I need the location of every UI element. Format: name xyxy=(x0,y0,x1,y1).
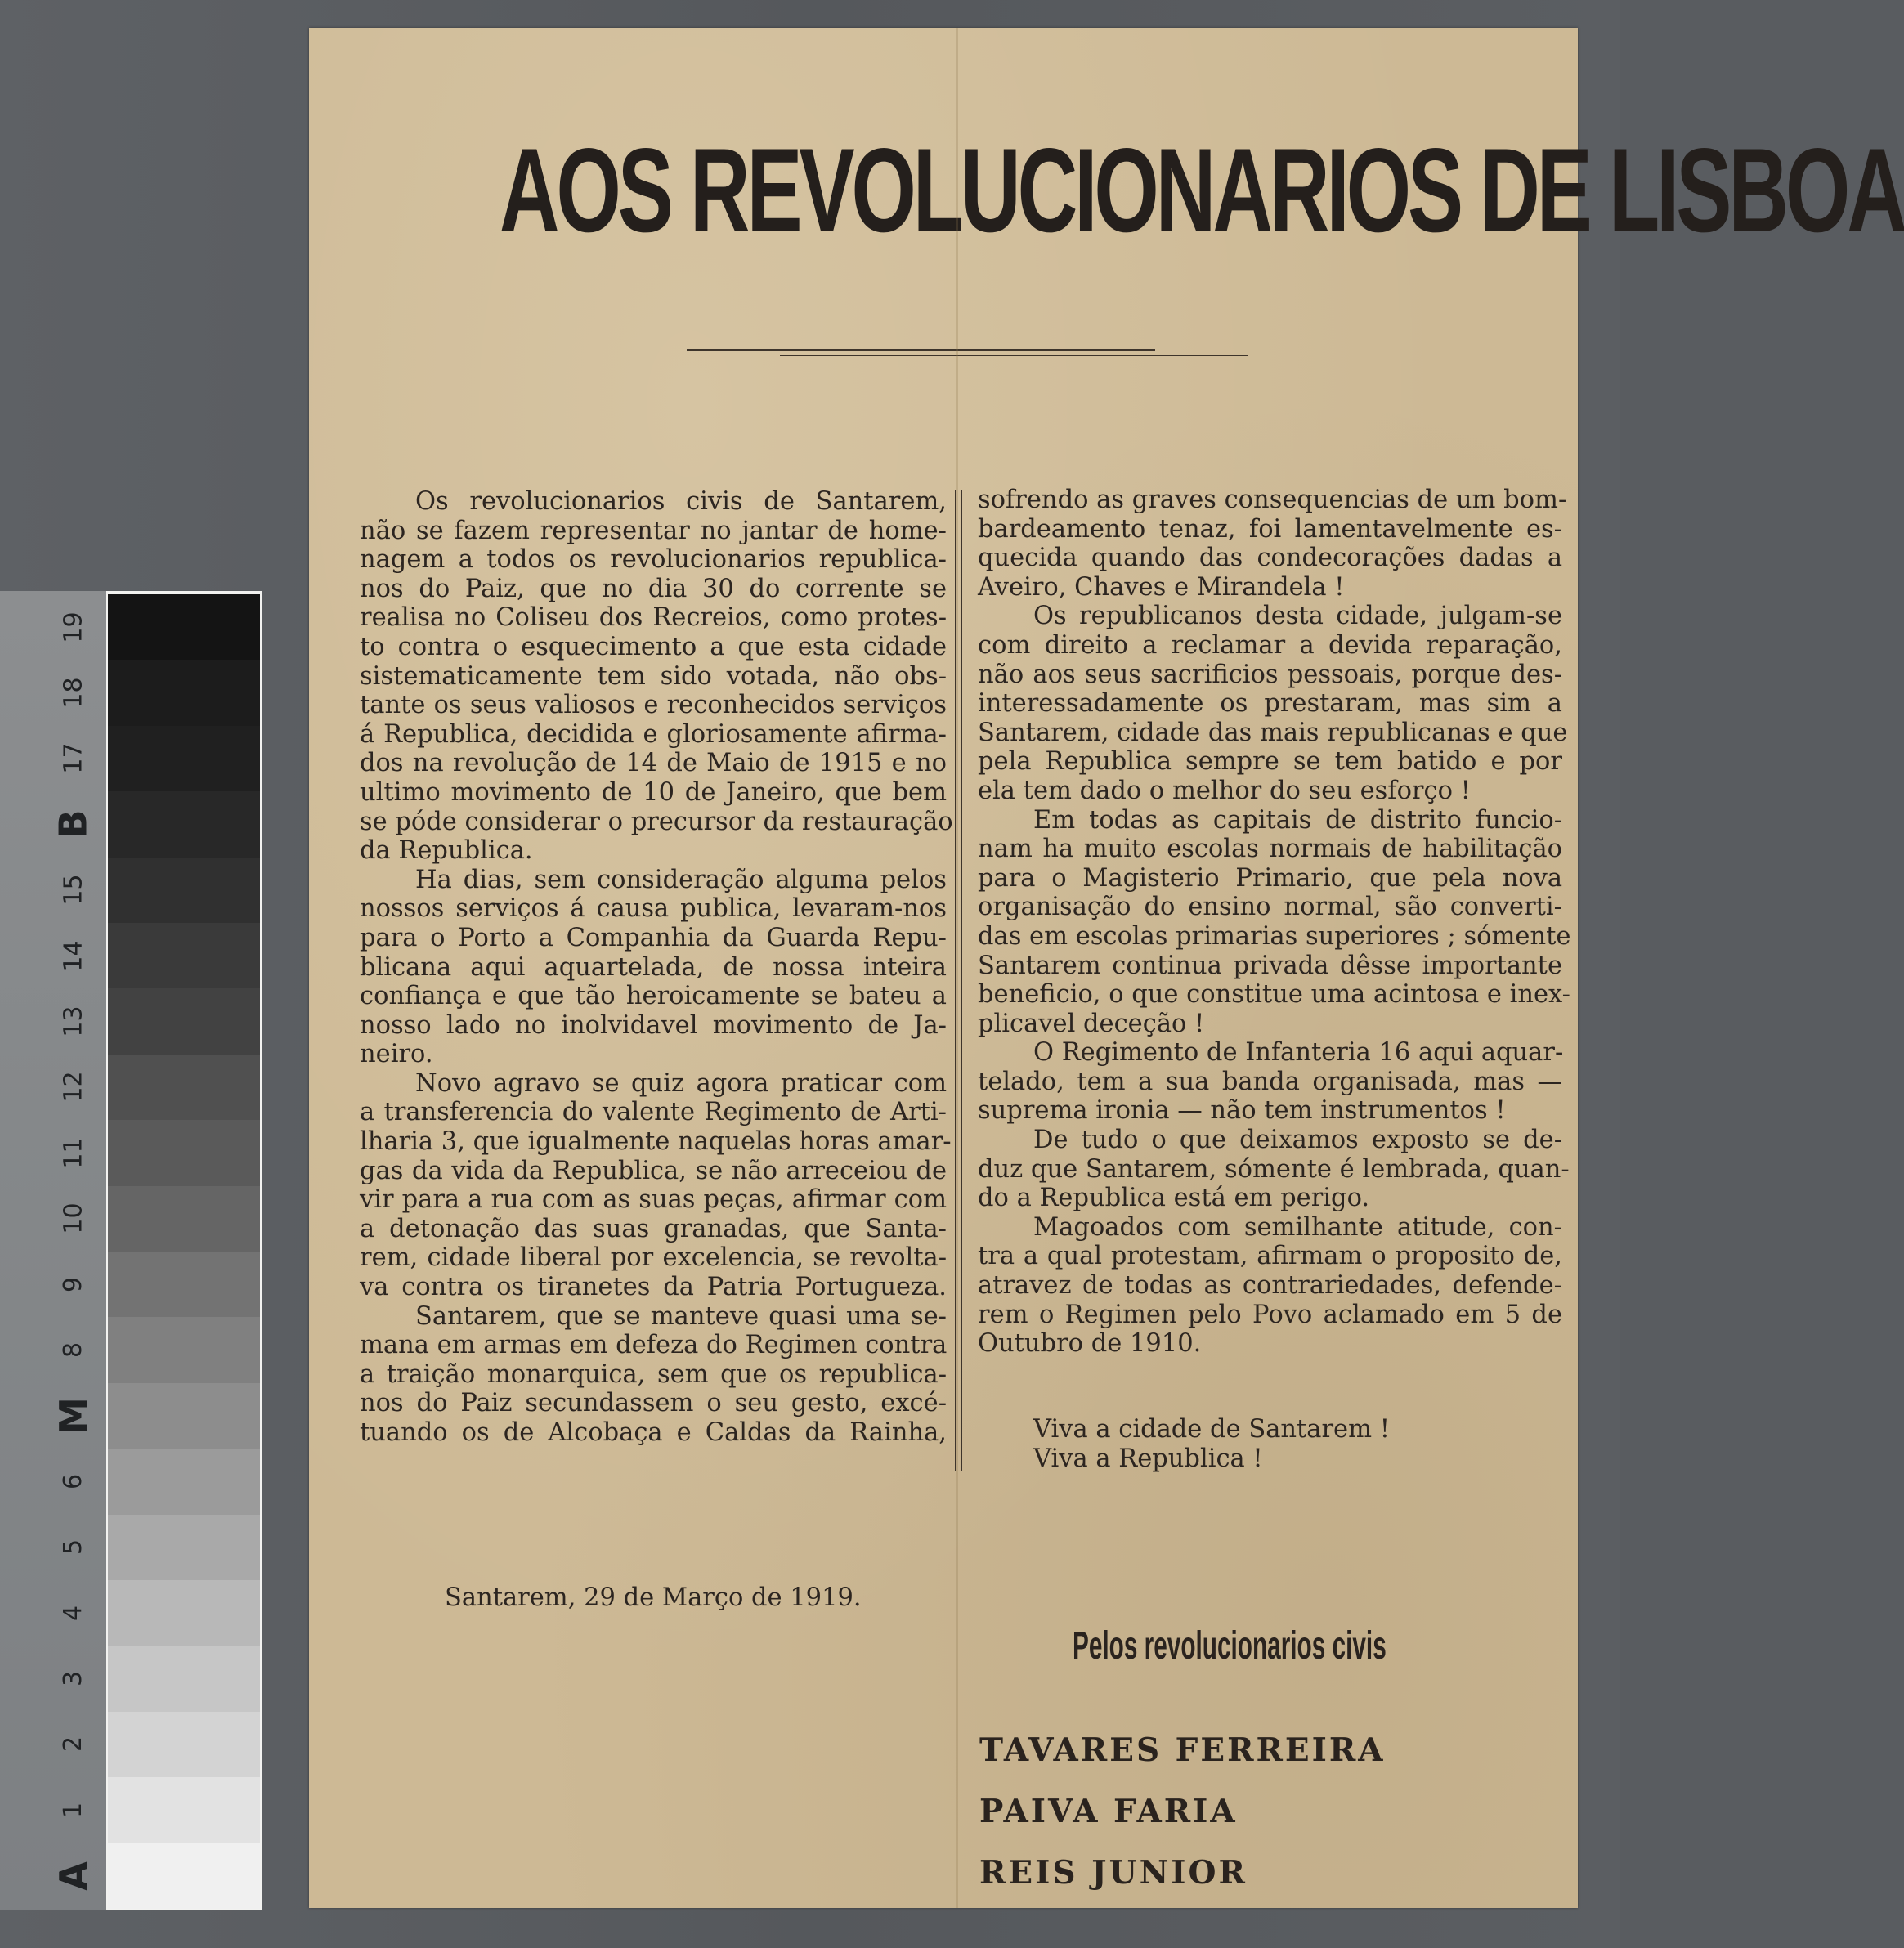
gray-patch xyxy=(108,1712,260,1777)
text-line: Novo agravo se quiz agora praticar com xyxy=(415,1068,947,1098)
checker-label: 3 xyxy=(59,1671,88,1687)
checker-label: 1 xyxy=(59,1802,88,1818)
right-text-column xyxy=(978,486,1571,1359)
checker-label: 8 xyxy=(59,1342,88,1359)
checker-label: 19 xyxy=(59,611,88,643)
text-line: organisação do ensino normal, são converti- xyxy=(978,893,1562,922)
text-line: bardeamento tenaz, foi lamentavelmente es- xyxy=(978,514,1562,544)
text-line: a traição monarquica, sem que os republica- xyxy=(360,1359,947,1389)
text-line: sistematicamente tem sido votada, não obs- xyxy=(360,661,947,691)
checker-label: 6 xyxy=(59,1473,88,1489)
text-line: gas da vida da Republica, se não arreceiou de xyxy=(360,1156,947,1185)
gray-patch xyxy=(108,858,260,923)
checker-label: 9 xyxy=(59,1276,88,1292)
closing-cheers xyxy=(1033,1415,1390,1473)
text-line: telado, tem a sua banda organisada, mas — xyxy=(978,1067,1562,1096)
text-line: á Republica, decidida e gloriosamente afirma- xyxy=(360,719,947,749)
checker-label: 12 xyxy=(59,1071,88,1104)
left-text-column xyxy=(360,487,953,1448)
text-line: Santarem, que se manteve quasi uma se- xyxy=(415,1301,947,1331)
text-line: nos do Paiz secundassem o seu gesto, excé- xyxy=(360,1389,947,1418)
checker-label: 18 xyxy=(59,677,88,709)
text-line: Santarem continua privada dêsse importante xyxy=(978,951,1562,980)
gray-patch xyxy=(108,1449,260,1514)
gray-patch xyxy=(108,1515,260,1580)
place-and-date: Santarem, 29 de Março de 1919. xyxy=(445,1583,862,1612)
text-line: não aos seus sacrificios pessoais, porque des- xyxy=(978,660,1562,689)
checker-label: 4 xyxy=(59,1605,88,1621)
text-line: rem o Regimen pelo Povo aclamado em 5 de xyxy=(978,1300,1562,1329)
text-line: interessadamente os prestaram, mas sim a xyxy=(978,689,1562,719)
gray-patch xyxy=(108,1317,260,1382)
signatory-name: PAIVA FARIA xyxy=(979,1793,1238,1830)
gray-patch xyxy=(108,1252,260,1317)
gray-patch xyxy=(108,988,260,1054)
checker-label: 5 xyxy=(59,1539,88,1556)
text-line: tuando os de Alcobaça e Caldas da Rainha, xyxy=(360,1418,947,1447)
text-line: beneficio, o que constitue uma acintosa e inex- xyxy=(978,980,1570,1010)
signatory-name: REIS JUNIOR xyxy=(979,1854,1248,1892)
gray-patch xyxy=(108,1055,260,1120)
signatory-name: TAVARES FERREIRA xyxy=(979,1731,1386,1769)
text-line: neiro. xyxy=(360,1040,433,1069)
title-rule xyxy=(780,355,1248,356)
text-line: realisa no Coliseu dos Recreios, como protes- xyxy=(360,603,947,633)
text-line: Outubro de 1910. xyxy=(978,1329,1202,1359)
checker-label: 15 xyxy=(59,874,88,906)
text-line: confiança e que tão heroicamente se bateu a xyxy=(360,982,947,1011)
text-line: blicana aqui aquartelada, de nossa inteira xyxy=(360,952,947,982)
text-line: nos do Paiz, que no dia 30 do corrente se xyxy=(360,574,947,603)
text-line: tra a qual protestam, afirmam o proposito de, xyxy=(978,1242,1562,1271)
signed-by-label: Pelos revolucionarios civis xyxy=(1073,1624,1387,1668)
gray-patch xyxy=(108,726,260,791)
checker-label: 2 xyxy=(59,1736,88,1753)
text-line: to contra o esquecimento a que esta cidade xyxy=(360,632,947,661)
text-line: Os republicanos desta cidade, julgam-se xyxy=(1033,602,1562,631)
checker-label: 14 xyxy=(59,940,88,972)
text-line: lharia 3, que igualmente naquelas horas amar- xyxy=(360,1127,952,1157)
text-line: a transferencia do valente Regimento de Arti- xyxy=(360,1098,947,1127)
checker-label: B xyxy=(52,809,96,839)
text-line: Aveiro, Chaves e Mirandela ! xyxy=(978,572,1345,602)
text-line: suprema ironia — não tem instrumentos ! xyxy=(978,1096,1506,1126)
cheer-line: Viva a cidade de Santarem ! xyxy=(1033,1415,1390,1444)
text-line: da Republica. xyxy=(360,836,533,866)
text-line: não se fazem representar no jantar de home- xyxy=(360,516,947,545)
text-line: Magoados com semilhante atitude, con- xyxy=(1033,1212,1562,1242)
checker-label: 13 xyxy=(59,1005,88,1037)
gray-patch xyxy=(108,1843,260,1909)
text-line: vir para a rua com as suas peças, afirmar com xyxy=(360,1185,947,1215)
text-line: duz que Santarem, sómente é lembrada, quan- xyxy=(978,1154,1570,1184)
text-line: va contra os tiranetes da Patria Portugueza. xyxy=(360,1273,947,1302)
text-line: De tudo o que deixamos exposto se de- xyxy=(1033,1126,1562,1155)
text-line: pela Republica sempre se tem batido e por xyxy=(978,747,1562,777)
gray-patch xyxy=(108,1186,260,1252)
text-line: nagem a todos os revolucionarios republica- xyxy=(360,545,947,575)
checker-label: 11 xyxy=(59,1137,88,1169)
text-line: para o Magisterio Primario, que pela nova xyxy=(978,863,1562,893)
text-line: sofrendo as graves consequencias de um bom- xyxy=(978,486,1567,514)
text-line: Santarem, cidade das mais republicanas e que xyxy=(978,718,1568,747)
gray-patch xyxy=(108,1383,260,1449)
text-line: nosso lado no inolvidavel movimento de Ja- xyxy=(360,1010,947,1040)
checker-label: A xyxy=(51,1861,96,1891)
text-line: ela tem dado o melhor do seu esforço ! xyxy=(978,776,1471,805)
text-line: do a Republica está em perigo. xyxy=(978,1184,1370,1213)
text-line: rem, cidade liberal por excelencia, se revolta- xyxy=(360,1243,947,1273)
text-line: dos na revolução de 14 de Maio de 1915 e no xyxy=(360,749,947,778)
text-line: se póde considerar o precursor da restauração xyxy=(360,807,953,836)
text-line: ultimo movimento de 10 de Janeiro, que bem xyxy=(360,777,947,807)
text-line: O Regimento de Infanteria 16 aqui aquar- xyxy=(1033,1038,1564,1068)
text-line: a detonação das suas granadas, que Santa- xyxy=(360,1214,947,1243)
gray-patch xyxy=(108,1777,260,1843)
gray-patch xyxy=(108,1646,260,1712)
title-rule xyxy=(687,349,1155,351)
text-line: das em escolas primarias superiores ; sómente xyxy=(978,921,1571,951)
text-line: plicavel deceção ! xyxy=(978,1009,1205,1038)
gray-patch xyxy=(108,923,260,988)
gray-patch xyxy=(108,594,260,660)
checker-label: M xyxy=(52,1397,96,1435)
gray-patch xyxy=(108,791,260,857)
gray-patch xyxy=(108,1120,260,1185)
text-line: para o Porto a Companhia da Guarda Repu- xyxy=(360,923,947,952)
color-checker-patches xyxy=(108,594,260,1909)
checker-label: 10 xyxy=(59,1202,88,1234)
text-line: nam ha muito escolas normais de habilitação xyxy=(978,835,1562,864)
text-line: mana em armas em defeza do Regimen contra xyxy=(360,1331,948,1360)
gray-patch xyxy=(108,1580,260,1646)
color-checker-labels xyxy=(33,594,114,1909)
checker-label: 17 xyxy=(59,742,88,774)
text-line: quecida quando das condecorações dadas a xyxy=(978,544,1562,573)
poster-title: AOS REVOLUCIONARIOS DE LISBOA xyxy=(499,123,1904,257)
gray-patch xyxy=(108,660,260,725)
text-line: Em todas as capitais de distrito funcio- xyxy=(1033,805,1562,835)
paper-fold xyxy=(956,28,958,1908)
text-line: atravez de todas as contrariedades, defende- xyxy=(978,1271,1562,1301)
cheer-line: Viva a Republica ! xyxy=(1033,1444,1263,1473)
text-line: Ha dias, sem consideração alguma pelos xyxy=(415,865,947,894)
text-line: nossos serviços á causa publica, levaram-nos xyxy=(360,894,947,924)
text-line: com direito a reclamar a devida reparação, xyxy=(978,630,1562,660)
text-line: tante os seus valiosos e reconhecidos serviços xyxy=(360,691,947,720)
poster-sheet xyxy=(309,28,1904,1908)
text-line: Os revolucionarios civis de Santarem, xyxy=(415,487,947,516)
